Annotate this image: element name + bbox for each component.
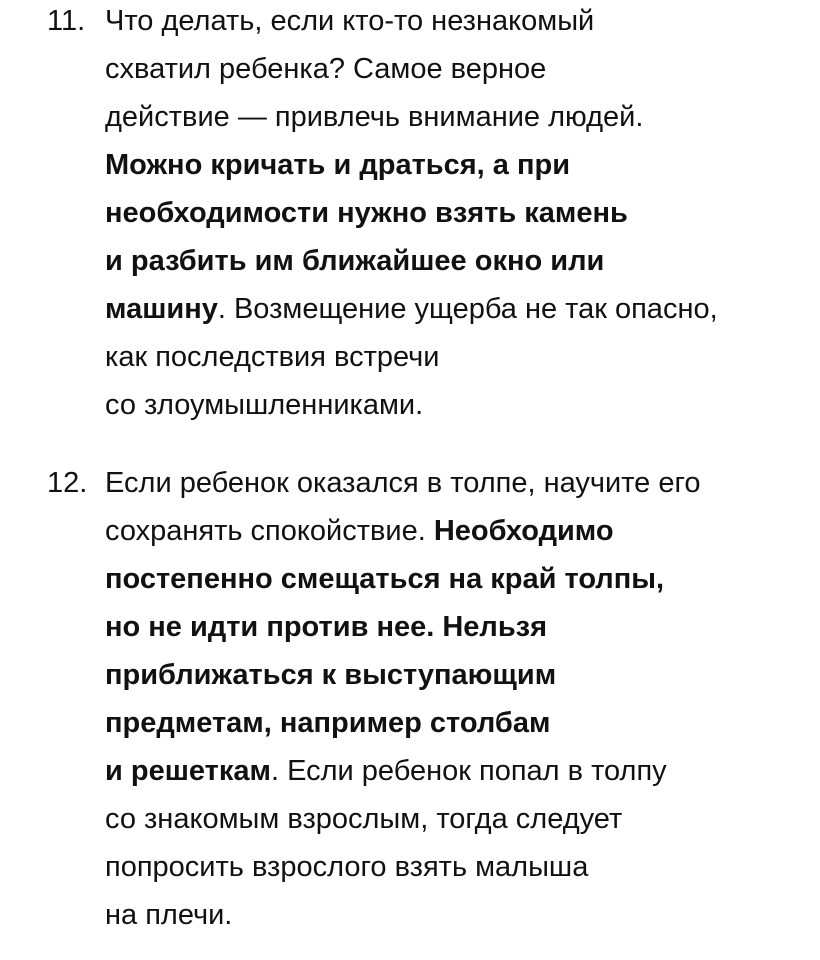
text-line (105, 699, 550, 747)
text-line (105, 141, 570, 189)
text-line (105, 285, 718, 333)
regular-text: . Возмещение ущерба не так опасно, (217, 293, 718, 325)
text-line (105, 843, 588, 891)
text-line (105, 45, 546, 93)
regular-text: на плечи. (105, 899, 233, 931)
text-line (105, 237, 604, 285)
text-line (105, 651, 556, 699)
regular-text: попросить взрослого взять малыша (105, 851, 589, 883)
text-line (105, 0, 594, 45)
bold-text: но не идти против нее. Нельзя (105, 611, 547, 643)
text-line (105, 333, 439, 381)
text-line (105, 555, 664, 603)
text-line (105, 189, 628, 237)
bold-text: Можно кричать и драться, а при (105, 149, 571, 181)
bold-text: необходимости нужно взять камень (105, 197, 628, 229)
regular-text: сохранять спокойствие. (105, 515, 434, 547)
bold-text: машину (105, 293, 218, 325)
text-line (105, 381, 423, 429)
regular-text: Если ребенок оказался в толпе, научите его (105, 467, 701, 499)
text-line (105, 747, 667, 795)
bold-text: предметам, например столбам (105, 707, 551, 739)
text-line (105, 93, 643, 141)
regular-text: Что делать, если кто-то незнакомый (105, 5, 595, 37)
bold-text: постепенно смещаться на край толпы, (105, 563, 665, 595)
regular-text: действие — привлечь внимание людей. (105, 101, 644, 133)
bold-text: и разбить им ближайшее окно или (105, 245, 605, 277)
regular-text: схватил ребенка? Самое верное (105, 53, 547, 85)
bold-text: и решеткам (105, 755, 271, 787)
list-item-number: 11. (47, 5, 86, 37)
regular-text: со злоумышленниками. (105, 389, 424, 421)
text-line (105, 459, 701, 507)
regular-text: . Если ребенок попал в толпу (270, 755, 667, 787)
regular-text: как последствия встречи (105, 341, 440, 373)
regular-text: со знакомым взрослым, тогда следует (105, 803, 623, 835)
text-line (105, 603, 547, 651)
text-line (105, 891, 232, 939)
text-line (105, 795, 622, 843)
bold-text: приближаться к выступающим (105, 659, 557, 691)
text-line (105, 507, 614, 555)
list-item-number: 12. (47, 467, 88, 499)
bold-text: Необходимо (433, 515, 614, 547)
